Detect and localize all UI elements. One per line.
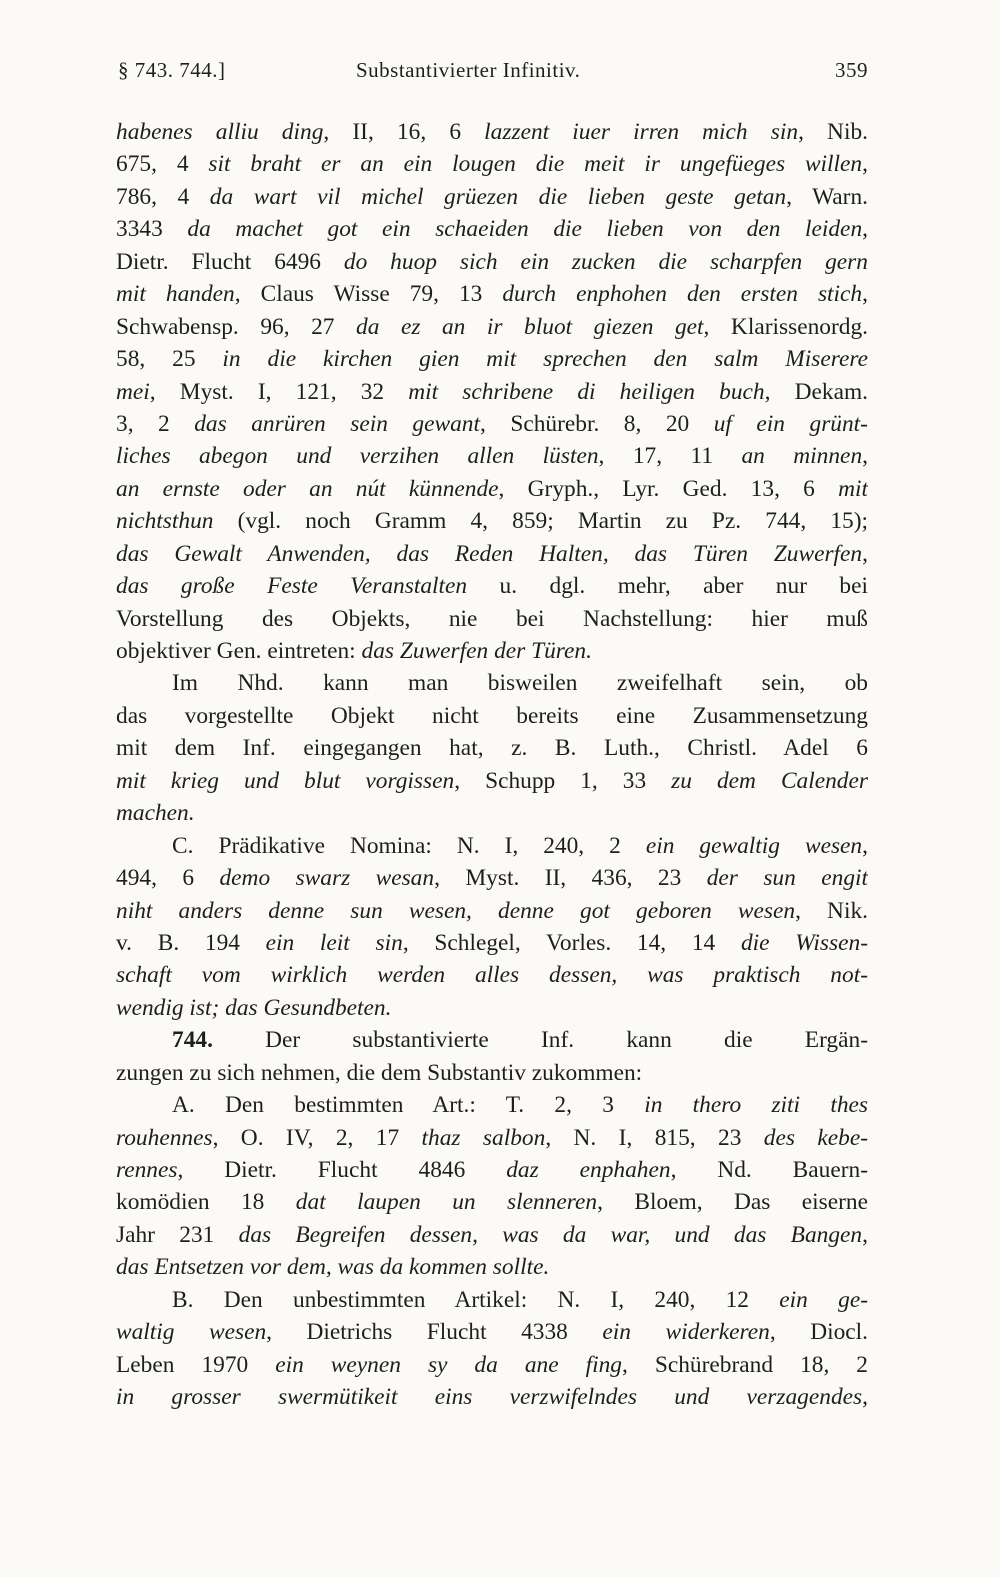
text-line: mit krieg und blut vorgissen, Schupp 1, 33 zu dem Calender: [116, 767, 868, 794]
text-line: schaft vom wirklich werden alles dessen, was praktisch not-: [116, 962, 868, 989]
text-line: A. Den bestimmten Art.: T. 2, 3 in thero ziti thes: [172, 1092, 868, 1119]
text-line: objektiver Gen. eintreten: das Zuwerfen der Türen.: [116, 638, 592, 664]
text-line: Leben 1970 ein weynen sy da ane fing, Schürebrand 18, 2: [116, 1351, 868, 1378]
text-line: Dietr. Flucht 6496 do huop sich ein zucken die scharpfen gern: [116, 248, 868, 275]
text-line: habenes alliu ding, II, 16, 6 lazzent iuer irren mich sin, Nib.: [116, 119, 868, 145]
text-line: 744. Der substantivierte Inf. kann die Ergän-: [172, 1027, 868, 1054]
running-title: Substantivierter Infinitiv.: [356, 58, 581, 82]
text-line: das Entsetzen vor dem, was da kommen sollte.: [116, 1254, 550, 1281]
section-reference: § 743. 744.]: [118, 58, 226, 82]
text-line: nichtsthun (vgl. noch Gramm 4, 859; Martin zu Pz. 744, 15);: [116, 508, 868, 535]
text-line: Schwabensp. 96, 27 da ez an ir bluot giezen get, Klarissenordg.: [116, 313, 868, 340]
text-line: 786, 4 da wart vil michel grüezen die lieben geste getan, Warn.: [116, 183, 868, 210]
text-line: 58, 25 in die kirchen gien mit sprechen den salm Miserere: [116, 346, 868, 373]
text-line: 675, 4 sit braht er an ein lougen die meit ir ungefüeges willen,: [116, 151, 868, 178]
text-line: C. Prädikative Nomina: N. I, 240, 2 ein gewaltig wesen,: [172, 832, 868, 859]
page-number: 359: [835, 58, 868, 82]
text-line: rennes, Dietr. Flucht 4846 daz enphahen, Nd. Bauern-: [116, 1157, 868, 1183]
text-line: komödien 18 dat laupen un slenneren, Bloem, Das eiserne: [116, 1189, 868, 1216]
body-text: [116, 116, 868, 1414]
text-line: 494, 6 demo swarz wesan, Myst. II, 436, 23 der sun engit: [116, 865, 868, 892]
text-line: Im Nhd. kann man bisweilen zweifelhaft sein, ob: [172, 670, 868, 697]
text-line: niht anders denne sun wesen, denne got geboren wesen, Nik.: [116, 897, 868, 924]
text-line: das vorgestellte Objekt nicht bereits eine Zusammensetzung: [116, 702, 868, 729]
text-line: in grosser swermütikeit eins verzwifelndes und verzagendes,: [116, 1384, 868, 1411]
text-line: das große Feste Veranstalten u. dgl. mehr, aber nur bei: [116, 573, 868, 600]
text-line: v. B. 194 ein leit sin, Schlegel, Vorles. 14, 14 die Wissen-: [116, 929, 868, 956]
text-line: das Gewalt Anwenden, das Reden Halten, das Türen Zuwerfen,: [116, 540, 868, 567]
text-line: Jahr 231 das Begreifen dessen, was da war, und das Bangen,: [116, 1221, 868, 1248]
text-line: zungen zu sich nehmen, die dem Substantiv zukommen:: [116, 1059, 643, 1086]
text-line: liches abegon und verzihen allen lüsten, 17, 11 an minnen,: [116, 443, 868, 470]
text-line: rouhennes, O. IV, 2, 17 thaz salbon, N. I, 815, 23 des kebe-: [116, 1124, 868, 1151]
text-line: wendig ist; das Gesundbeten.: [116, 994, 392, 1021]
text-line: machen.: [116, 800, 195, 827]
text-line: mei, Myst. I, 121, 32 mit schribene di heiligen buch, Dekam.: [116, 378, 868, 405]
text-line: B. Den unbestimmten Artikel: N. I, 240, 12 ein ge-: [172, 1286, 868, 1313]
text-line: Vorstellung des Objekts, nie bei Nachstellung: hier muß: [116, 605, 868, 632]
text-line: an ernste oder an nút künnende, Gryph., Lyr. Ged. 13, 6 mit: [116, 475, 868, 502]
text-line: mit dem Inf. eingegangen hat, z. B. Luth., Christl. Adel 6: [116, 735, 868, 762]
text-line: mit handen, Claus Wisse 79, 13 durch enphohen den ersten stich,: [116, 281, 868, 308]
text-line: 3343 da machet got ein schaeiden die lieben von den leiden,: [116, 216, 868, 243]
text-line: 3, 2 das anrüren sein gewant, Schürebr. 8, 20 uf ein grünt-: [116, 410, 868, 437]
text-line: waltig wesen, Dietrichs Flucht 4338 ein widerkeren, Diocl.: [116, 1319, 868, 1346]
